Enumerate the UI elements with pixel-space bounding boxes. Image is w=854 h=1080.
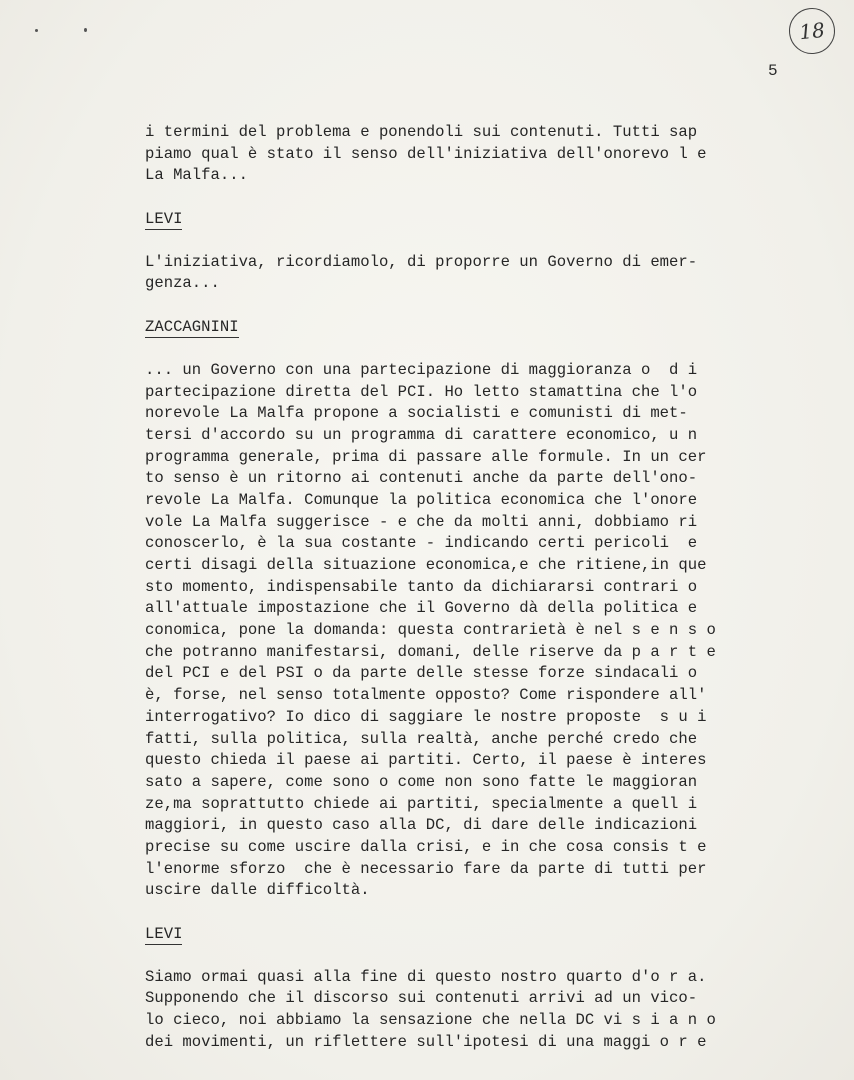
speaker-row xyxy=(145,209,785,231)
stamp-number: 18 xyxy=(798,17,826,45)
text-line: sato a sapere, come sono o come non sono fatte le maggioran xyxy=(145,772,698,791)
text-line: interrogativo? Io dico di saggiare le nostre proposte s u i xyxy=(145,707,707,726)
speaker-name: ZACCAGNINI xyxy=(145,317,239,336)
text-line: tersi d'accordo su un programma di carattere economico, u n xyxy=(145,425,698,444)
text-line: dei movimenti, un riflettere sull'ipotesi di una maggi o r e xyxy=(145,1032,707,1051)
speaker-row xyxy=(145,924,785,946)
text-line: del PCI e del PSI o da parte delle stesse forze sindacali o xyxy=(145,664,698,683)
text-line: maggiori, in questo caso alla DC, di dare delle indicazioni xyxy=(145,816,698,835)
text-line: piamo qual è stato il senso dell'iniziativa dell'onorevo l e xyxy=(145,144,707,163)
text-line: lo cieco, noi abbiamo la sensazione che nella DC vi s i a n o xyxy=(145,1011,716,1030)
text-line: questo chieda il paese ai partiti. Certo, il paese è interes xyxy=(145,751,707,770)
text-line: è, forse, nel senso totalmente opposto? Come rispondere all' xyxy=(145,686,707,705)
text-line: fatti, sulla politica, sulla realtà, anche perché credo che xyxy=(145,729,698,748)
paragraph-gap xyxy=(145,902,785,924)
text-line: i termini del problema e ponendoli sui contenuti. Tutti sap xyxy=(145,123,698,141)
text-line: revole La Malfa. Comunque la politica economica che l'onore xyxy=(145,490,698,509)
text-line: sto momento, indispensabile tanto da dichiararsi contrari o xyxy=(145,577,698,596)
text-line: to senso è un ritorno ai contenuti anche da parte dell'ono- xyxy=(145,469,698,488)
text-line: programma generale, prima di passare alle formule. In un cer xyxy=(145,447,707,466)
speaker-name: LEVI xyxy=(145,209,183,228)
paragraph-gap xyxy=(145,945,785,967)
text-line: La Malfa... xyxy=(145,166,248,185)
transcript-body xyxy=(145,122,785,1053)
text-line: conoscerlo, è la sua costante - indicando certi pericoli e xyxy=(145,534,698,553)
text-line: l'enorme sforzo che è necessario fare da parte di tutti per xyxy=(145,859,707,878)
page-number: 5 xyxy=(768,62,778,80)
text-line: Siamo ormai quasi alla fine di questo nostro quarto d'o r a. xyxy=(145,967,707,986)
text-line: Supponendo che il discorso sui contenuti arrivi ad un vico- xyxy=(145,989,698,1008)
paragraph-gap xyxy=(145,295,785,317)
text-line: genza... xyxy=(145,274,220,293)
text-line: precise su come uscire dalla crisi, e in che cosa consis t e xyxy=(145,837,707,856)
text-line: L'iniziativa, ricordiamolo, di proporre un Governo di emer- xyxy=(145,252,698,271)
text-line: partecipazione diretta del PCI. Ho letto stamattina che l'o xyxy=(145,382,698,401)
text-line: norevole La Malfa propone a socialisti e comunisti di met- xyxy=(145,404,688,423)
paragraph-gap xyxy=(145,187,785,209)
archive-stamp xyxy=(787,6,838,57)
text-line: vole La Malfa suggerisce - e che da molti anni, dobbiamo ri xyxy=(145,512,698,531)
text-line: certi disagi della situazione economica,e che ritiene,in que xyxy=(145,556,707,574)
ink-speck xyxy=(35,29,38,32)
paragraph-gap xyxy=(145,230,785,252)
text-line: ze,ma soprattutto chiede ai partiti, specialmente a quell i xyxy=(145,794,698,813)
text-line: conomica, pone la domanda: questa contrarietà è nel s e n s o xyxy=(145,621,716,640)
text-line: uscire dalle difficoltà. xyxy=(145,881,370,900)
speaker-row xyxy=(145,317,785,339)
ink-speck xyxy=(84,28,87,32)
text-line: all'attuale impostazione che il Governo dà della politica e xyxy=(145,599,698,618)
speaker-name: LEVI xyxy=(145,924,183,943)
paragraph-gap xyxy=(145,338,785,360)
text-line: ... un Governo con una partecipazione di maggioranza o d i xyxy=(145,360,698,379)
text-line: che potranno manifestarsi, domani, delle riserve da p a r t e xyxy=(145,642,716,661)
